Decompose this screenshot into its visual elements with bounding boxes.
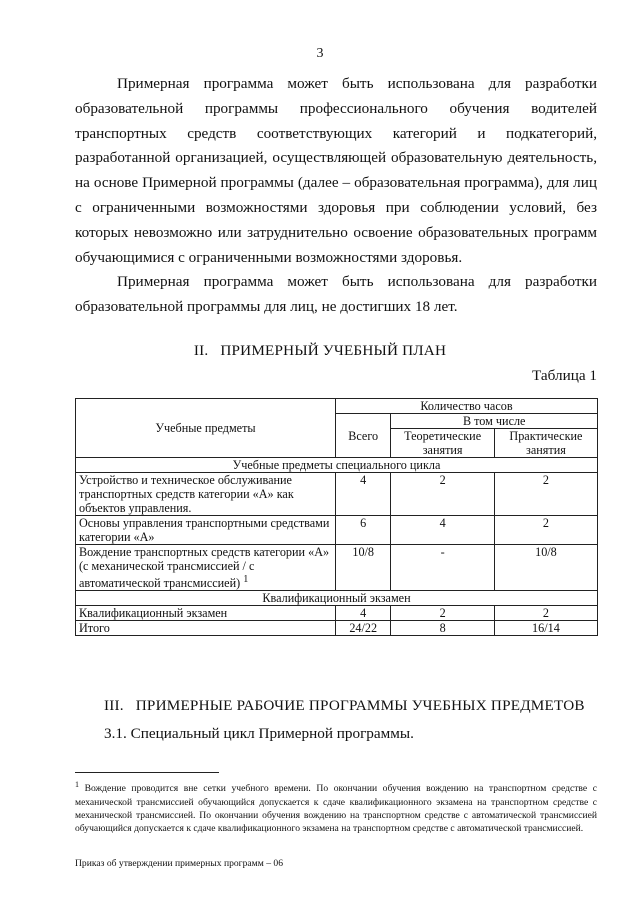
total-theory: 8 <box>391 621 494 636</box>
group-row-special <box>76 458 598 473</box>
row-total: 4 <box>335 473 390 516</box>
row-theory: 2 <box>391 473 494 516</box>
exam-subject: Квалификационный экзамен <box>76 606 336 621</box>
exam-practice: 2 <box>494 606 597 621</box>
row-theory: 4 <box>391 516 494 545</box>
group-special-label: Учебные предметы специального цикла <box>76 458 598 473</box>
footnote-text: Вождение проводится вне сетки учебного времени. По окончании обучения вождению на транспортном средстве с механической трансмиссией обучающийся допускается к сдаче квалификационного экзамена на транспортном средстве с механической трансмиссией. По окончании обучения вождению на транспортном средстве с автоматической трансмиссией обучающийся допускается к сдаче квалификационного экзамена на транспортном средстве с автоматической трансмиссией. <box>75 783 597 835</box>
row-subject: Устройство и техническое обслуживание транспортных средств категории «А» как объектов управления. <box>76 473 336 516</box>
subsection-3-1: 3.1. Специальный цикл Примерной программы. <box>104 725 414 742</box>
curriculum-table <box>75 398 598 636</box>
group-exam-label: Квалификационный экзамен <box>76 591 598 606</box>
table-row <box>76 545 598 591</box>
row-subject-cell <box>76 545 336 591</box>
exam-total: 4 <box>335 606 390 621</box>
table-row <box>76 473 598 516</box>
paragraph-minors <box>75 270 597 320</box>
row-practice: 10/8 <box>494 545 597 591</box>
table-label: Таблица 1 <box>532 367 597 384</box>
paragraph-minors-text: Примерная программа может быть использована для разработки образовательной программы для лиц, не достигших 18 лет. <box>75 273 597 315</box>
total-total: 24/22 <box>335 621 390 636</box>
group-row-exam <box>76 591 598 606</box>
paragraph-usage <box>75 72 597 270</box>
table-header-row-1 <box>76 399 598 414</box>
header-theory: Теоретические занятия <box>391 429 494 458</box>
footnote-marker: 1 <box>75 780 79 789</box>
row-subject: Вождение транспортных средств категории «А» (с механической трансмиссией / с автоматической трансмиссией) <box>79 545 330 591</box>
header-subjects: Учебные предметы <box>76 399 336 458</box>
exam-row <box>76 606 598 621</box>
header-hours: Количество часов <box>335 399 597 414</box>
footnote-divider <box>75 772 219 773</box>
row-total: 6 <box>335 516 390 545</box>
footnote <box>75 778 597 836</box>
header-practice: Практические занятия <box>494 429 597 458</box>
page-footer: Приказ об утверждении примерных программ – 06 <box>75 858 283 869</box>
row-subject: Основы управления транспортными средствами категории «А» <box>76 516 336 545</box>
page-number: 3 <box>316 46 324 61</box>
row-practice: 2 <box>494 516 597 545</box>
total-row <box>76 621 598 636</box>
header-including: В том числе <box>391 414 598 429</box>
total-practice: 16/14 <box>494 621 597 636</box>
header-total: Всего <box>335 414 390 458</box>
section-2-title: II. ПРИМЕРНЫЙ УЧЕБНЫЙ ПЛАН <box>193 342 447 359</box>
total-label: Итого <box>76 621 336 636</box>
paragraph-usage-text: Примерная программа может быть использована для разработки образовательной программы профессионального обучения водителей транспортных средств соответствующих категорий и подкатегорий, разработанной организацией, осуществляющей образовательную деятельность, на основе Примерной программы (далее – образовательная программа), для лиц с ограниченными возможностями здоровья при соблюдении условий, без которых невозможно или затруднительно освоение образовательных программ обучающимися с ограниченными возможностями здоровья. <box>75 75 597 266</box>
row-practice: 2 <box>494 473 597 516</box>
table-row <box>76 516 598 545</box>
footnote-reference: 1 <box>243 574 249 585</box>
row-total: 10/8 <box>335 545 390 591</box>
row-theory: - <box>391 545 494 591</box>
exam-theory: 2 <box>391 606 494 621</box>
section-3-title: III. ПРИМЕРНЫЕ РАБОЧИЕ ПРОГРАММЫ УЧЕБНЫХ ПРЕДМЕТОВ <box>104 697 585 714</box>
